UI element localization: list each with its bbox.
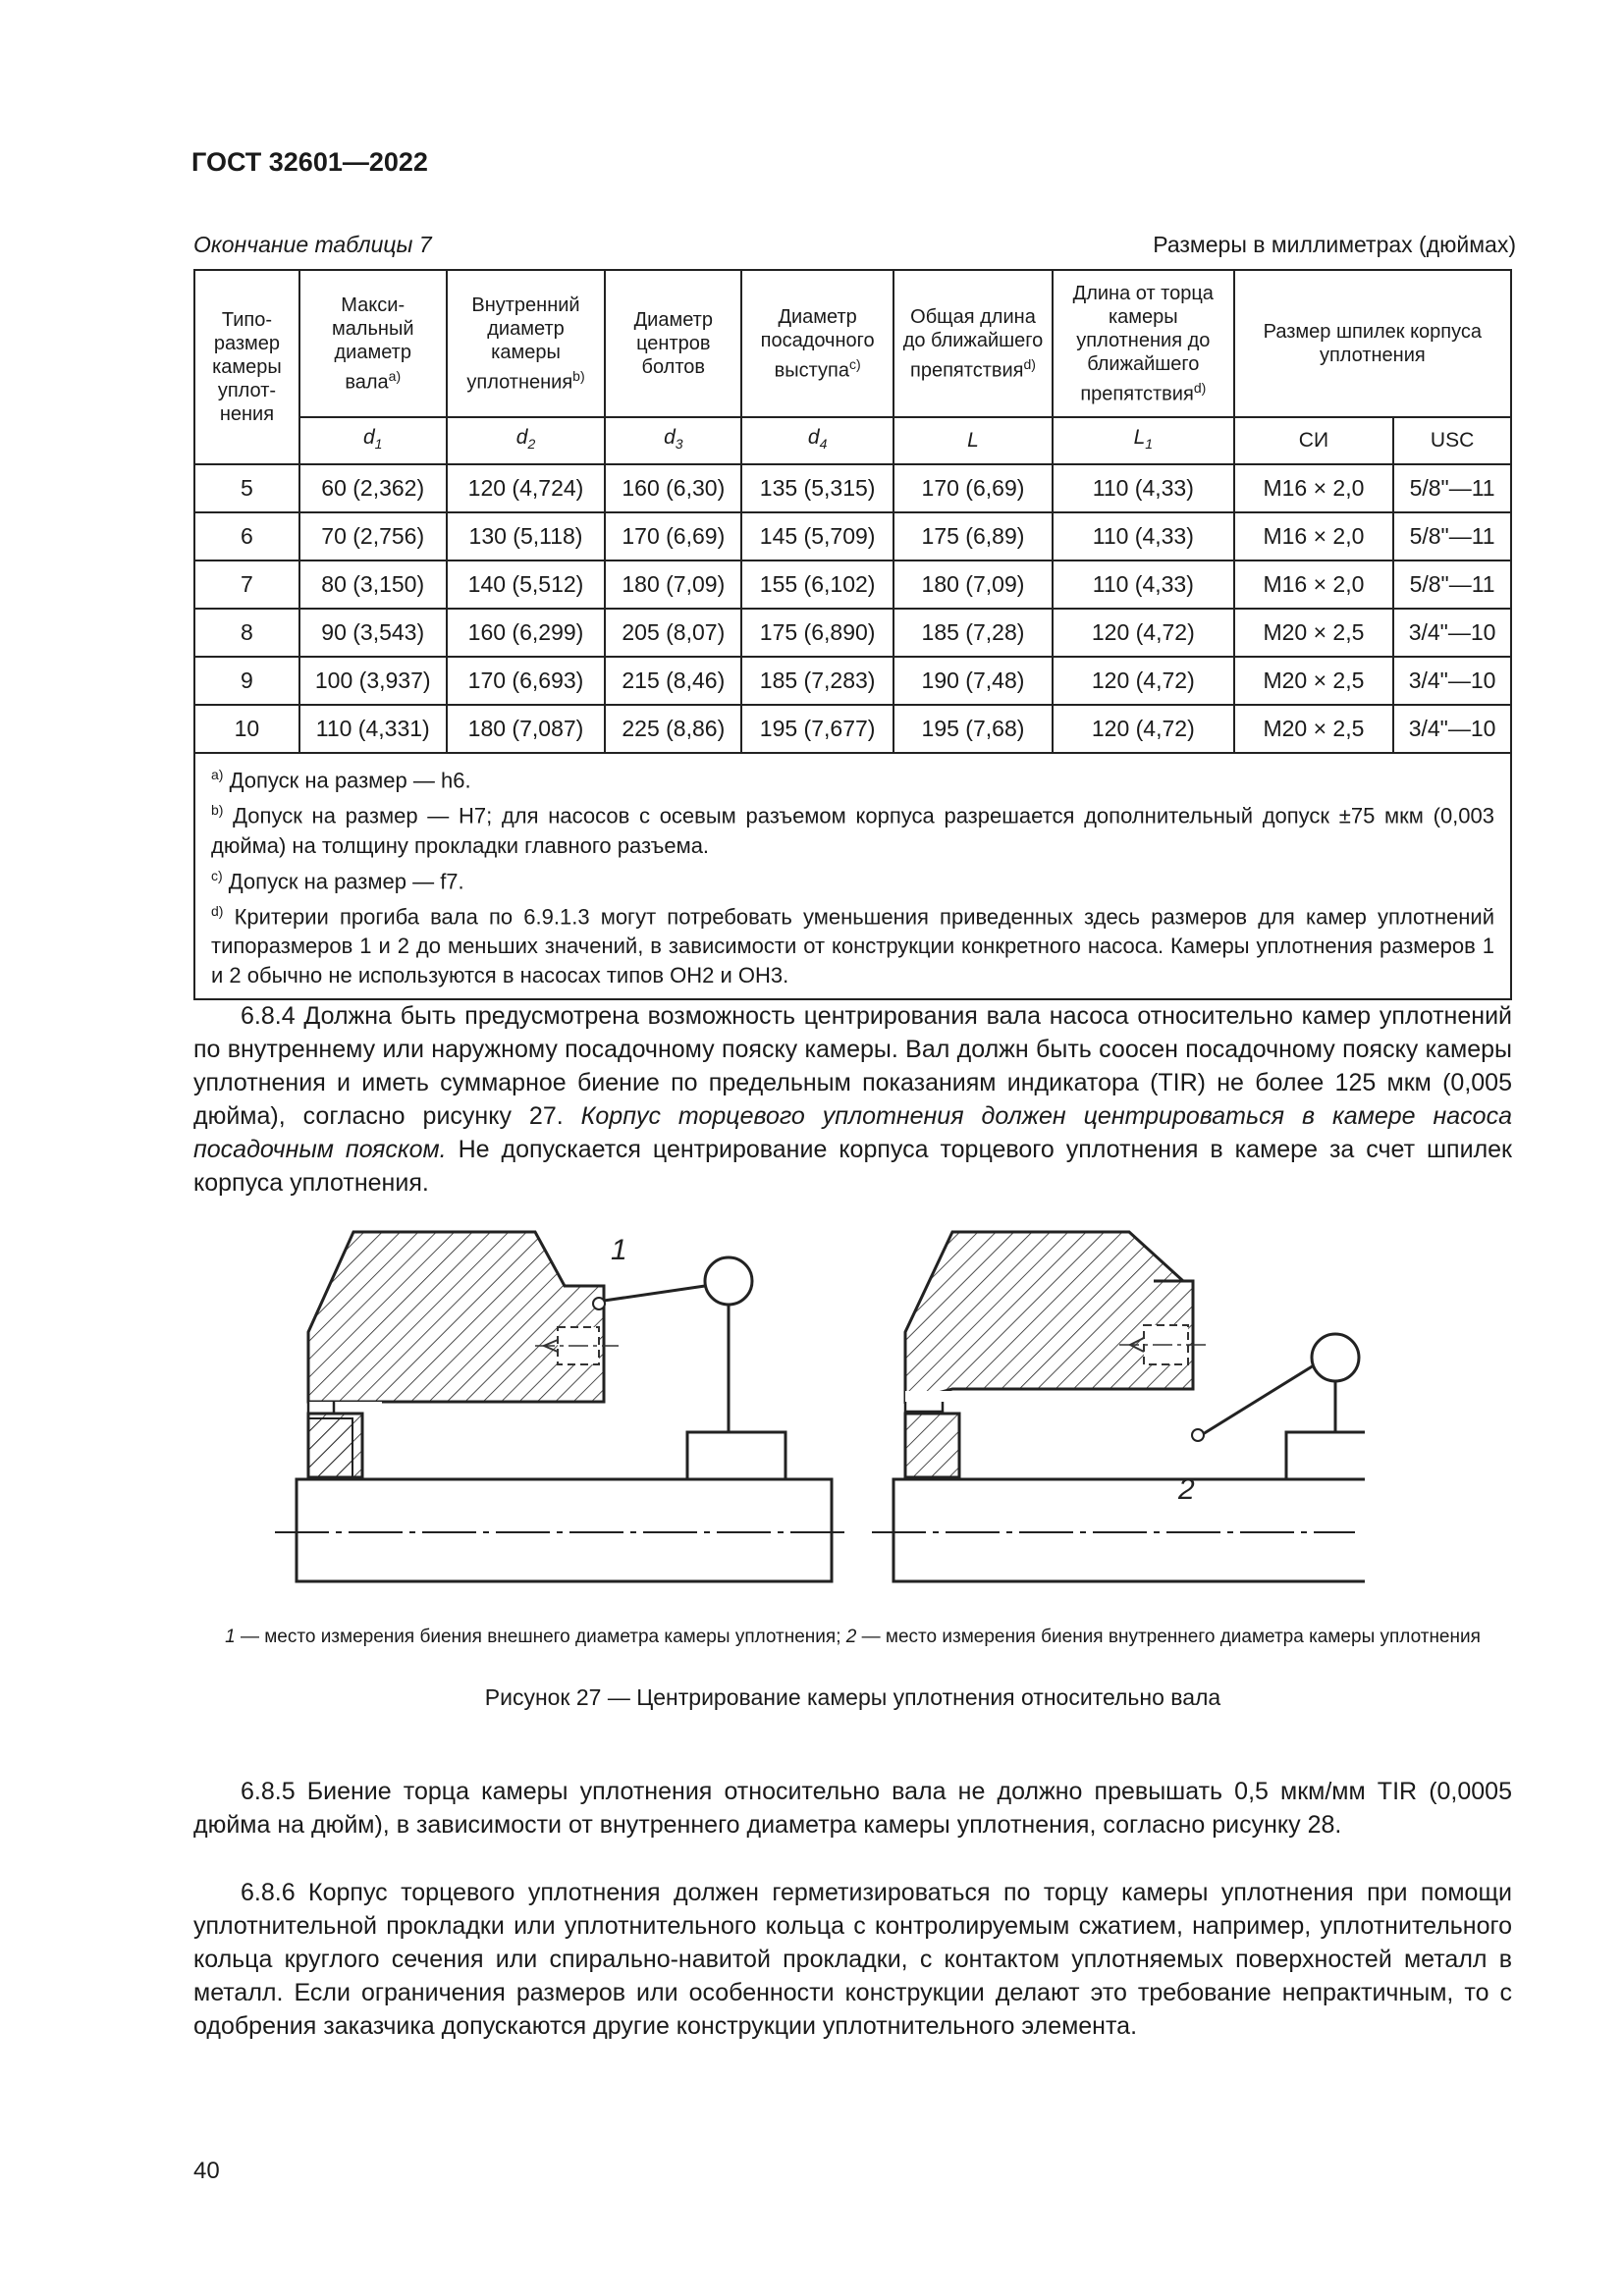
table-row: 7 80 (3,150) 140 (5,512) 180 (7,09) 155 (6,102) 180 (7,09) 110 (4,33) M16 × 2,0 5/8"—11 [194,561,1511,609]
table-7 [193,269,1512,1000]
header-max-shaft-diameter: Макси-мальный диаметр вала$^{a)}$ [299,270,447,417]
header-register-diameter: Диаметр посадочного выступа$^{c)}$ [741,270,893,417]
header-face-length: Длина от торца камеры уплотнения до ближайшего препятствия$^{d)}$ [1053,270,1234,417]
table-row: 5 60 (2,362) 120 (4,724) 160 (6,30) 135 (5,315) 170 (6,69) 110 (4,33) M16 × 2,0 5/8"—11 [194,464,1511,512]
header-size: Типо-размер камеры уплот-нения [194,270,299,464]
figure-27-diagram [265,1222,1365,1610]
header-bolt-circle: Диаметр центров болтов [605,270,741,417]
figure-legend: 1 — место измерения биения внешнего диаметра камеры уплотнения; 2 — место измерения биения внутреннего диаметра камеры уплотнения [225,1627,1481,1647]
right-diagram [872,1232,1365,1581]
symbol-si: СИ [1234,417,1393,464]
symbol-d1: $d_1$ [299,417,447,464]
symbol-d4: $d_4$ [741,417,893,464]
document-title: ГОСТ 32601—2022 [191,147,428,177]
table-units-caption: Размеры в миллиметрах (дюймах) [1153,232,1516,257]
symbol-d2: $d_2$ [447,417,606,464]
table-row: 9 100 (3,937) 170 (6,693) 215 (8,46) 185 (7,283) 190 (7,48) 120 (4,72) M20 × 2,5 3/4"—10 [194,657,1511,705]
table-footnotes [194,753,1511,999]
figure-label-2: 2 [1178,1473,1195,1506]
page-number: 40 [193,2158,220,2184]
footnote-c: $^{c)}$ Допуск на размер — f7. [211,867,464,893]
symbol-d3: $d_3$ [605,417,741,464]
header-stud-size: Размер шпилек корпуса уплотнения [1234,270,1511,417]
paragraph-6-8-5: 6.8.5 Биение торца камеры уплотнения относительно вала не должно превышать 0,5 мкм/мм TIR (0,0005 дюйма на дюйм), в зависимости от внутреннего диаметра камеры уплотнения, согласно рисунку 28. [193,1778,1512,1839]
table-row: 10 110 (4,331) 180 (7,087) 225 (8,86) 195 (7,677) 195 (7,68) 120 (4,72) M20 × 2,5 3/4"—10 [194,705,1511,753]
table-row: 8 90 (3,543) 160 (6,299) 205 (8,07) 175 (6,890) 185 (7,28) 120 (4,72) M20 × 2,5 3/4"—10 [194,609,1511,657]
header-total-length: Общая длина до ближайшего препятствия$^{d)}$ [893,270,1053,417]
table-row: 6 70 (2,756) 130 (5,118) 170 (6,69) 145 (5,709) 175 (6,89) 110 (4,33) M16 × 2,0 5/8"—11 [194,512,1511,561]
left-diagram [275,1232,844,1581]
footnote-b: $^{b)}$ Допуск на размер — H7; для насосов с осевым разъемом корпуса разрешается дополнительный допуск ±75 мкм (0,003 дюйма) на толщину прокладки главного разъема. [211,802,1494,858]
paragraph-6-8-6: 6.8.6 Корпус торцевого уплотнения должен герметизироваться по торцу камеры уплотнения при помощи уплотнительной прокладки или уплотнительного кольца с контролируемым сжатием, например, уплотнительного кольца круглого сечения или спирально-навитой прокладки, с контактом уплотняемых поверхностей металл в металл. Если ограничения размеров или особенности конструкции делают это требование непрактичным, то с одобрения заказчика допускаются другие конструкции уплотнительного элемента. [193,1879,1512,2040]
header-inner-diameter: Внутренний диаметр камеры уплотнения$^{b)}$ [447,270,606,417]
table-continuation-caption: Окончание таблицы 7 [193,232,432,257]
footnote-d: $^{d)}$ Критерии прогиба вала по 6.9.1.3 могут потребовать уменьшения приведенных здесь размеров для камер уплотнений типоразмеров 1 и 2 до меньших значений, в зависимости от конструкции конкретного насоса. Камеры уплотнения размеров 1 и 2 обычно не используются в насосах типов OH2 и OH3. [211,902,1494,988]
symbol-L: L [893,417,1053,464]
symbol-usc: USC [1393,417,1511,464]
paragraph-6-8-4: 6.8.4 Должна быть предусмотрена возможность центрирования вала насоса относительно камер уплотнений по внутреннему или наружному посадочному пояску камеры. Вал должн быть соосен посадочному пояску камеры уплотнения и иметь суммарное биение по предельным показаниям индикатора (TIR) не более 125 мкм (0,005 дюйма), согласно рисунку 27. Корпус торцевого уплотнения должен центрироваться в камере насоса посадочным пояском. Не допускается центрирование корпуса торцевого уплотнения в камере за счет шпилек корпуса уплотнения. [193,1002,1512,1197]
figure-caption: Рисунок 27 — Центрирование камеры уплотнения относительно вала [484,1684,1221,1710]
footnote-a: $^{a)}$ Допуск на размер — h6. [211,767,471,793]
symbol-L1: $L_1$ [1053,417,1234,464]
figure-label-1: 1 [611,1234,627,1266]
